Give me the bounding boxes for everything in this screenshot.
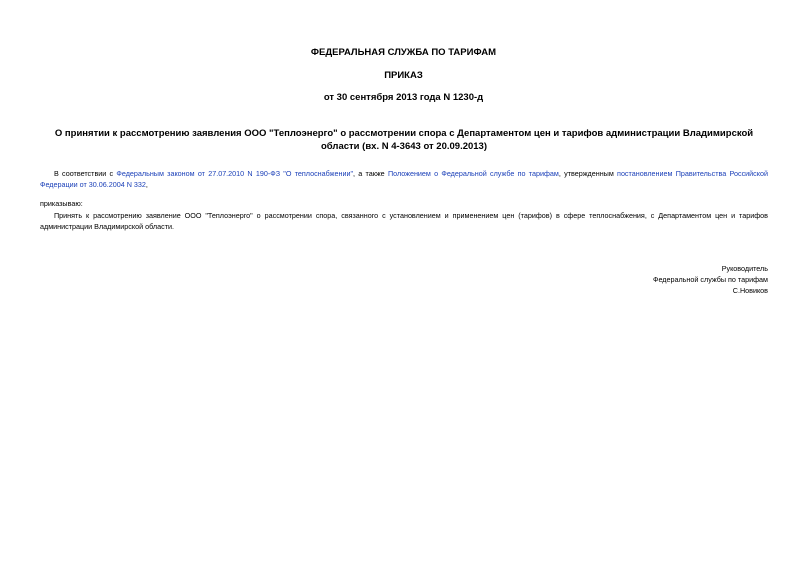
- signature-position-line-1: Руководитель: [721, 264, 768, 273]
- basis-text-4: ,: [145, 179, 148, 189]
- signature-block: [653, 263, 768, 296]
- basis-text-1: В соответствии с: [54, 169, 117, 178]
- document-date-number: от 30 сентября 2013 года N 1230-д: [323, 92, 484, 103]
- basis-text-2: , а также: [353, 169, 388, 178]
- order-paragraph: Принять к рассмотрению заявление ООО "Теплоэнерго" о рассмотрении спора, связанного с установлением и применением цен (тарифов) в сфере теплоснабжения, с Департаментом цен и тарифов администрации Владимирской области.: [40, 211, 768, 231]
- basis-paragraph: [40, 169, 768, 191]
- signature-position-line-2: Федеральной службы по тарифам: [653, 275, 768, 284]
- agency-heading: ФЕДЕРАЛЬНАЯ СЛУЖБА ПО ТАРИФАМ: [310, 47, 497, 58]
- fst-regulation-link[interactable]: Положением о Федеральной службе по тарифам: [387, 169, 559, 178]
- basis-text-3: , утвержденным: [558, 169, 618, 178]
- law-190-fz-link[interactable]: Федеральным законом от 27.07.2010 N 190-ФЗ "О теплоснабжении": [116, 169, 354, 178]
- signature-name: С.Новиков: [732, 286, 768, 295]
- order-word: приказываю:: [40, 199, 83, 208]
- document-type-heading: ПРИКАЗ: [384, 70, 423, 81]
- document-title: О принятии к рассмотрению заявления ООО "Теплоэнерго" о рассмотрении спора с Департаментом цен и тарифов администрации Владимирской области (вх. N 4-3643 от 20.09.2013): [54, 128, 754, 152]
- government-decree-link[interactable]: постановлением Правительства Российской Федерации от 30.06.2004 N 332: [40, 169, 769, 189]
